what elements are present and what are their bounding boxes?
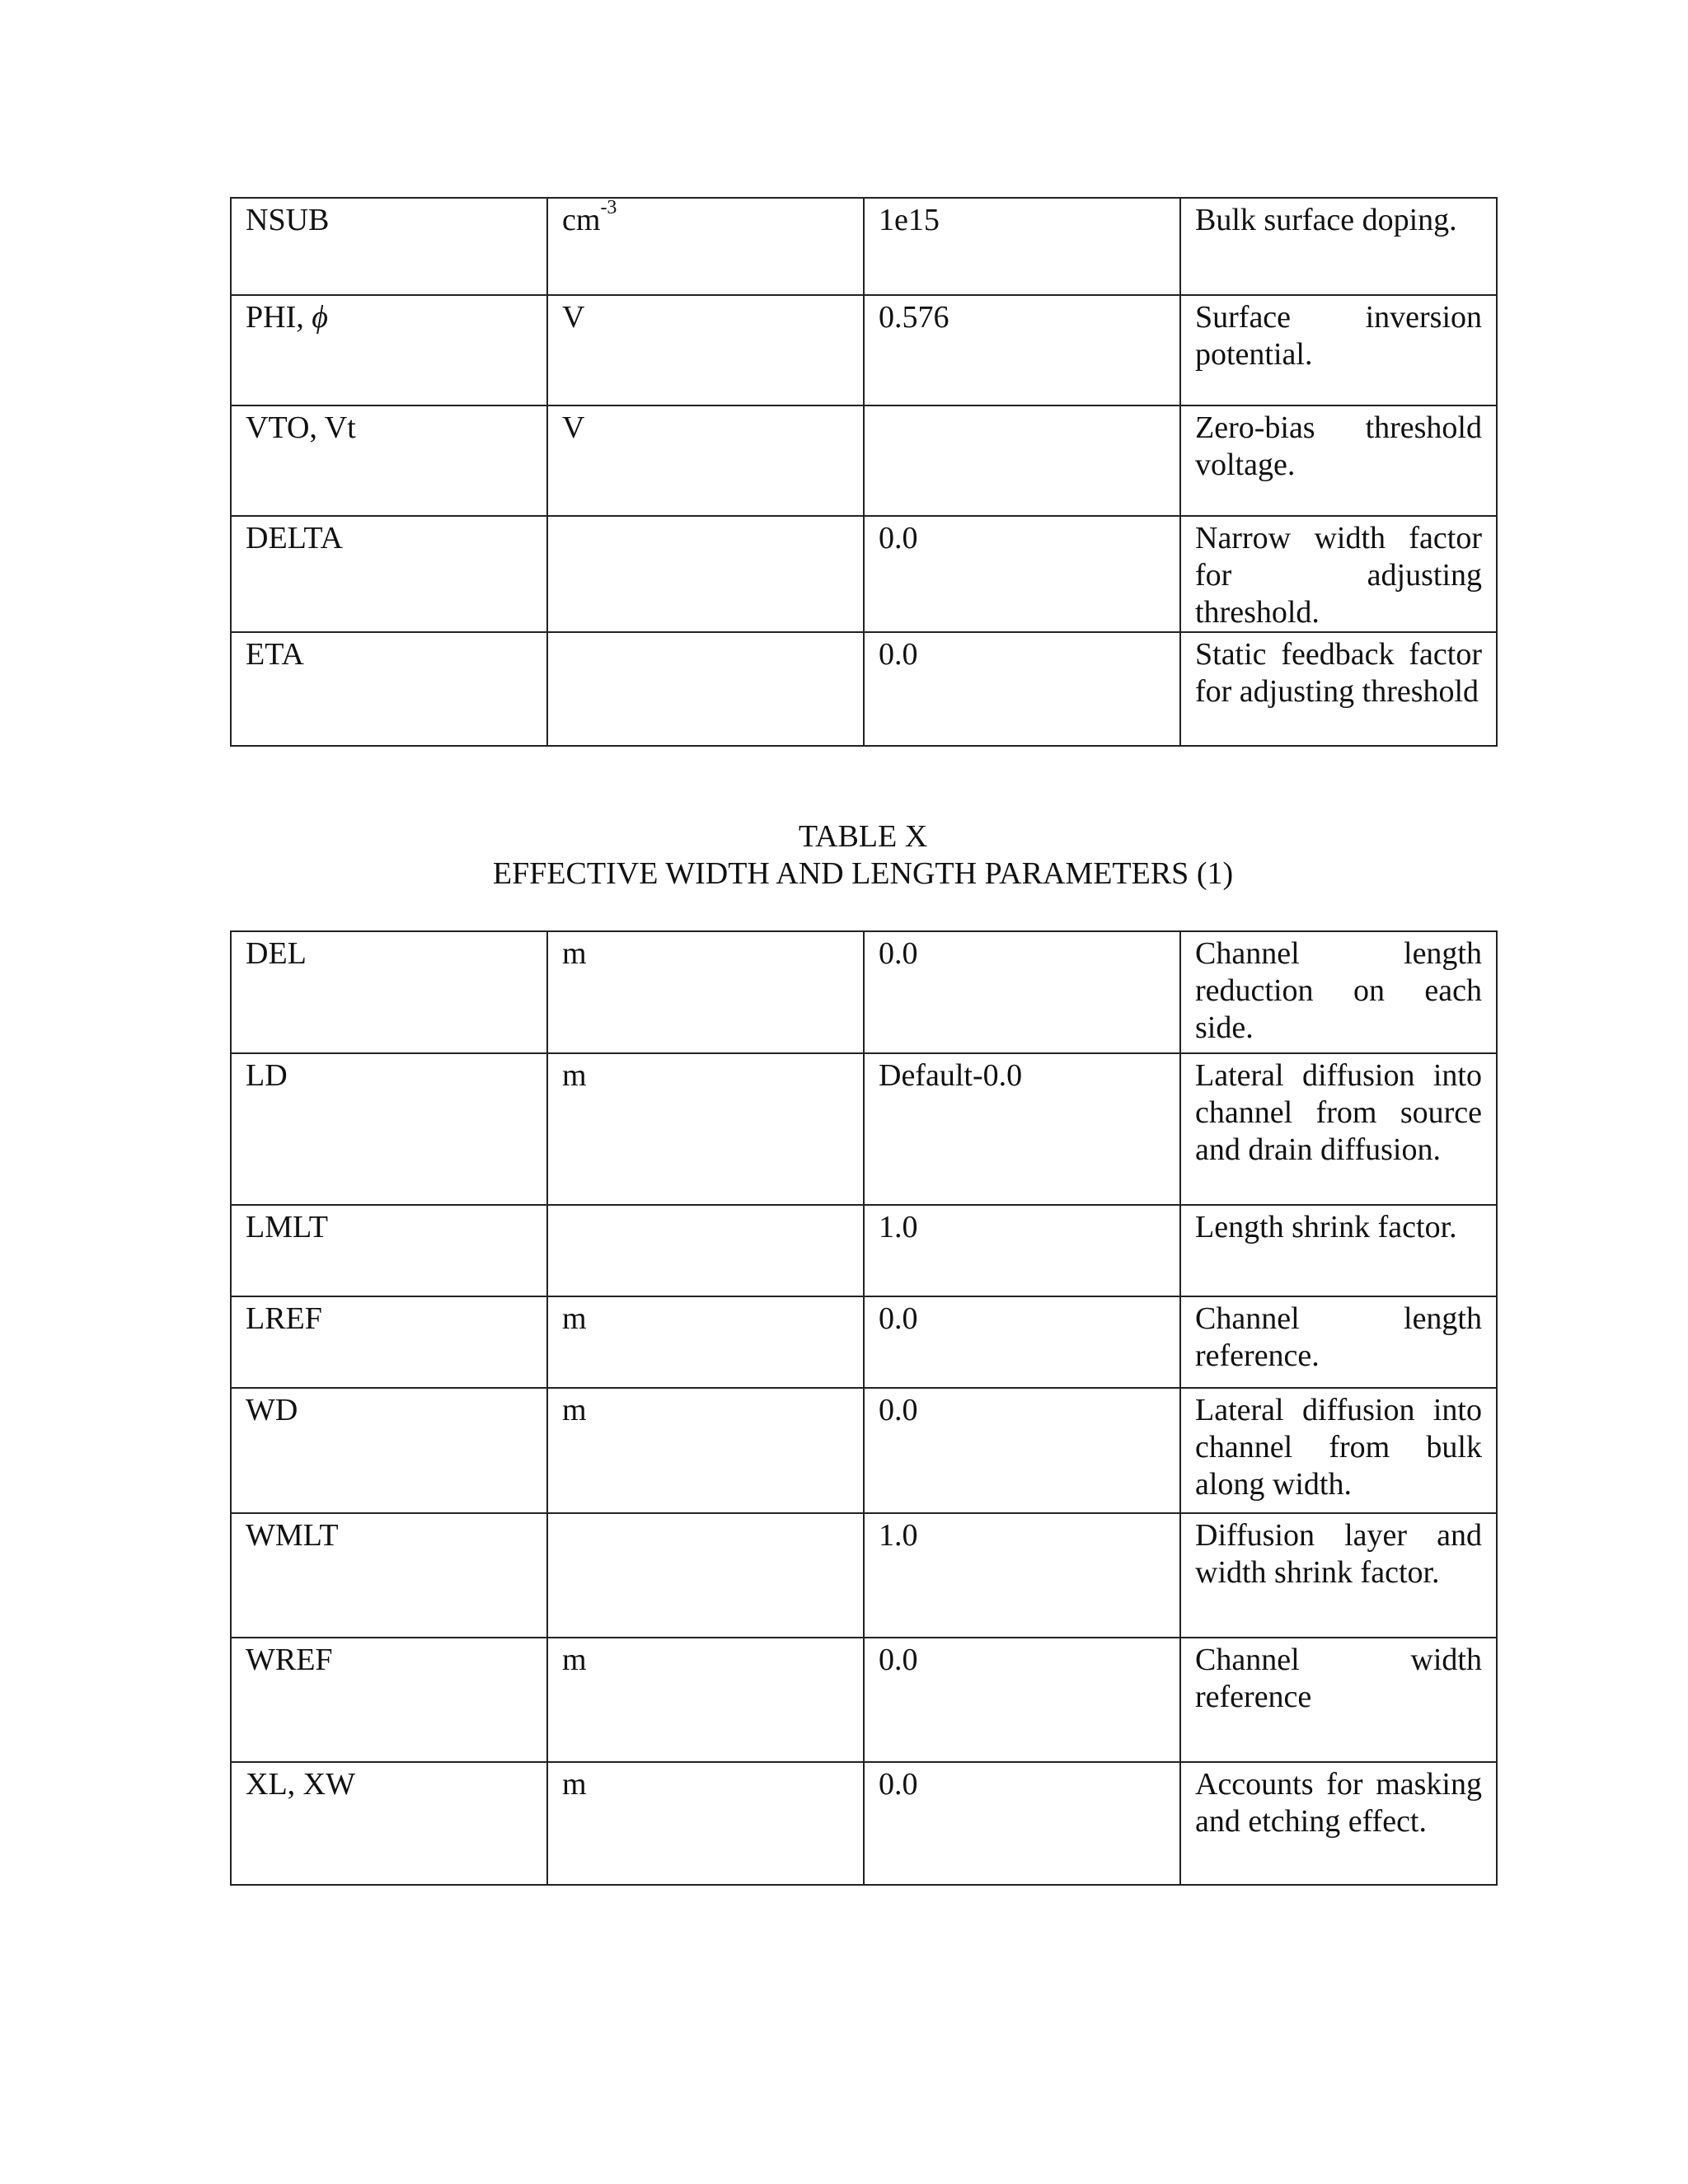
- param-description: Narrow width factor for adjusting threshold.: [1180, 516, 1497, 632]
- param-description: Lateral diffusion into channel from source and drain diffusion.: [1180, 1053, 1497, 1205]
- param-description: Channel width reference: [1180, 1638, 1497, 1762]
- param-name: ETA: [231, 632, 547, 746]
- param-unit: V: [547, 295, 864, 405]
- param-name: LD: [231, 1053, 547, 1205]
- param-name: NSUB: [231, 198, 547, 295]
- model-parameters-table: [230, 197, 1498, 747]
- table-row: [231, 516, 1497, 632]
- param-default: 0.0: [864, 1762, 1180, 1885]
- param-description: Static feedback factor for adjusting threshold: [1180, 632, 1497, 746]
- table-row: [231, 405, 1497, 516]
- param-description: Bulk surface doping.: [1180, 198, 1497, 295]
- param-default: [864, 405, 1180, 516]
- table-row: [231, 295, 1497, 405]
- param-name: LMLT: [231, 1205, 547, 1296]
- param-description: Channel length reduction on each side.: [1180, 931, 1497, 1053]
- param-name: DELTA: [231, 516, 547, 632]
- table-row: [231, 1205, 1497, 1296]
- param-name: PHI, ϕ: [231, 295, 547, 405]
- param-unit: m: [547, 1388, 864, 1513]
- param-unit: [547, 516, 864, 632]
- table-caption-subtitle: EFFECTIVE WIDTH AND LENGTH PARAMETERS (1): [492, 856, 1234, 891]
- param-description: Channel length reference.: [1180, 1296, 1497, 1388]
- table-row: [231, 1296, 1497, 1388]
- param-default: 1.0: [864, 1513, 1180, 1638]
- param-default: 1e15: [864, 198, 1180, 295]
- param-default: 0.576: [864, 295, 1180, 405]
- param-default: 0.0: [864, 516, 1180, 632]
- param-unit: $cm^{-3}$: [547, 198, 864, 295]
- param-description: Zero-bias threshold voltage.: [1180, 405, 1497, 516]
- phi-symbol: ϕ: [312, 300, 328, 335]
- param-default: Default-0.0: [864, 1053, 1180, 1205]
- param-unit: m: [547, 931, 864, 1053]
- table-row: [231, 1053, 1497, 1205]
- param-description: Surface inversion potential.: [1180, 295, 1497, 405]
- param-default: 0.0: [864, 1296, 1180, 1388]
- table-row: [231, 931, 1497, 1053]
- width-length-parameters-table: [230, 930, 1498, 1886]
- param-unit: V: [547, 405, 864, 516]
- param-default: 0.0: [864, 1638, 1180, 1762]
- param-name: WMLT: [231, 1513, 547, 1638]
- param-name: XL, XW: [231, 1762, 547, 1885]
- unit-exponent: -3: [600, 197, 617, 219]
- param-default: 1.0: [864, 1205, 1180, 1296]
- param-unit: m: [547, 1053, 864, 1205]
- table-row: [231, 198, 1497, 295]
- table-row: [231, 1513, 1497, 1638]
- param-default: 0.0: [864, 1388, 1180, 1513]
- param-unit: [547, 632, 864, 746]
- table-row: [231, 1388, 1497, 1513]
- param-description: Accounts for masking and etching effect.: [1180, 1762, 1497, 1885]
- param-default: 0.0: [864, 931, 1180, 1053]
- param-name: DEL: [231, 931, 547, 1053]
- param-name: VTO, Vt: [231, 405, 547, 516]
- table-row: [231, 632, 1497, 746]
- param-unit: [547, 1205, 864, 1296]
- param-name: WREF: [231, 1638, 547, 1762]
- param-unit: [547, 1513, 864, 1638]
- table-row: [231, 1762, 1497, 1885]
- param-description: Length shrink factor.: [1180, 1205, 1497, 1296]
- param-unit: m: [547, 1638, 864, 1762]
- param-name: LREF: [231, 1296, 547, 1388]
- table-caption-title: TABLE X: [798, 819, 928, 854]
- table-row: [231, 1638, 1497, 1762]
- param-description: Lateral diffusion into channel from bulk along width.: [1180, 1388, 1497, 1513]
- param-description: Diffusion layer and width shrink factor.: [1180, 1513, 1497, 1638]
- param-default: 0.0: [864, 632, 1180, 746]
- param-unit: m: [547, 1762, 864, 1885]
- param-unit: m: [547, 1296, 864, 1388]
- param-name: WD: [231, 1388, 547, 1513]
